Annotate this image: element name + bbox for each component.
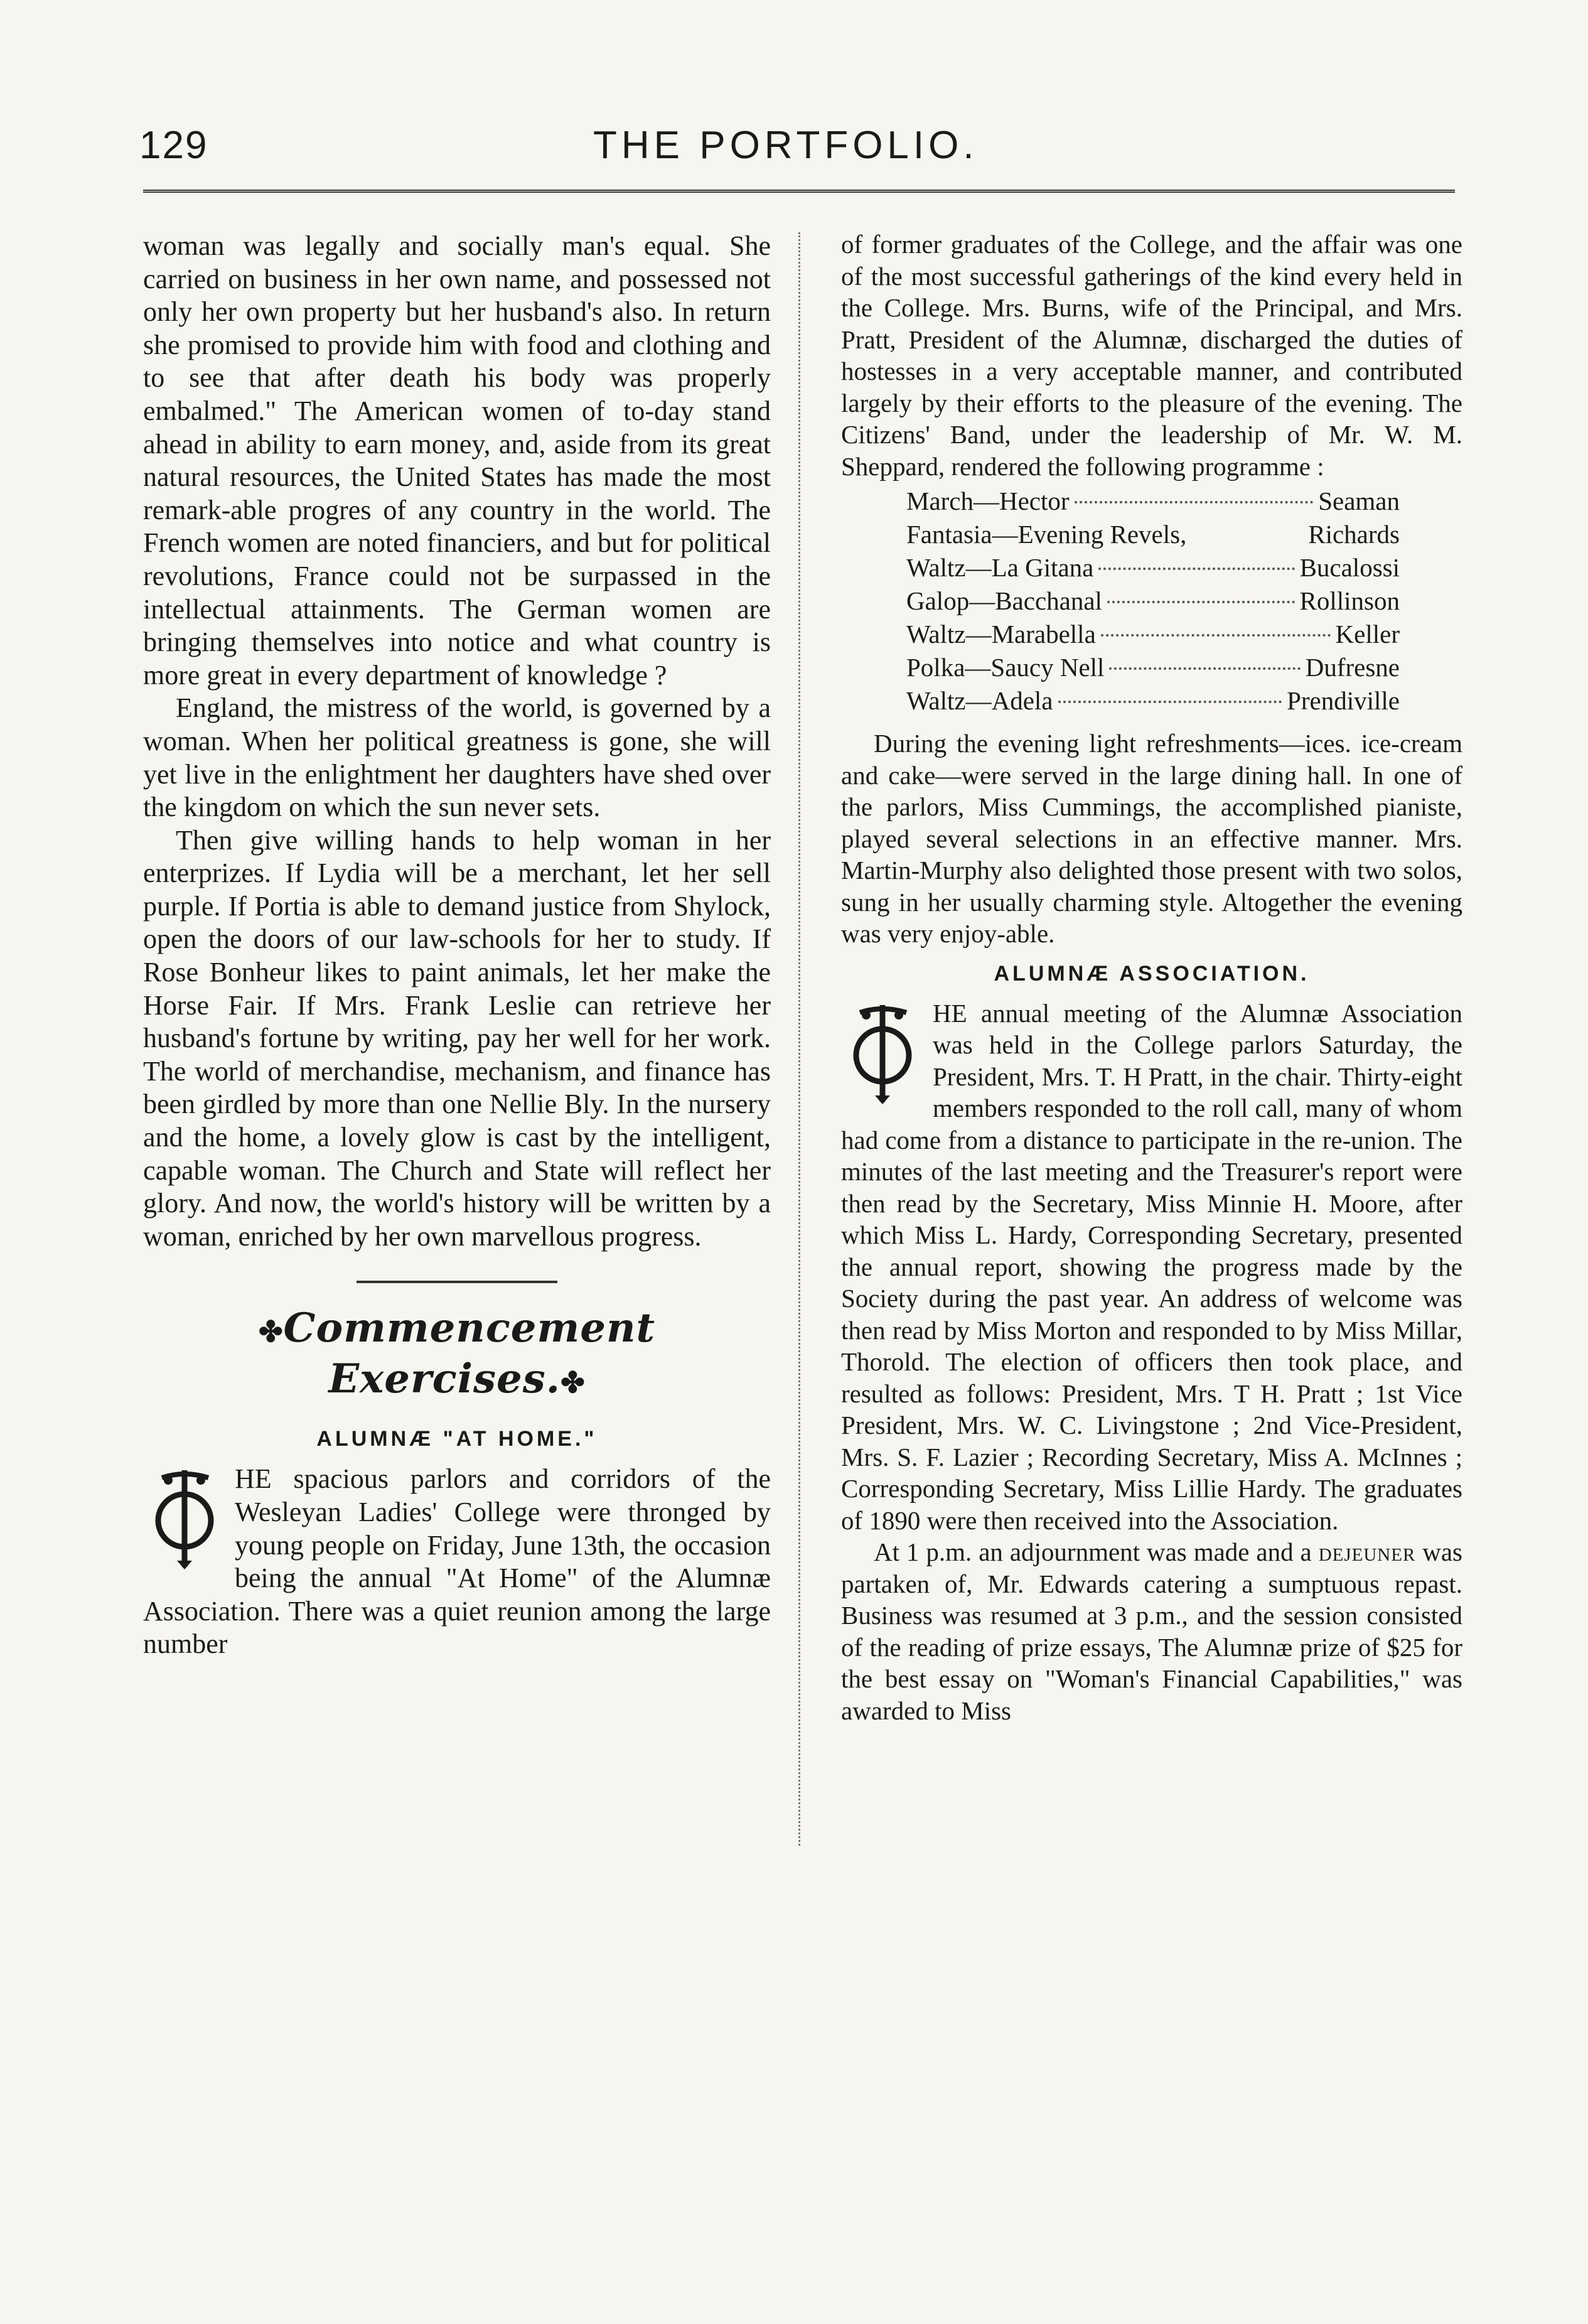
paragraph: woman was legally and socially man's equal. She carried on business in her own name, and possessed not only her own property but her husband's also. In return she promised to provide him with food and clothing and to see that after death his body was properly embalmed." The American women of to-day stand ahead in ability to earn money, and, aside from its great natural resources, the United States has made the most remark-able progres of any country in the world. The French women are noted financiers, and but for political revolutions, France could not be surpassed in the intellectual attainments. The German women are bringing themselves into notice and what country is more great in every department of knowledge ? — [143, 230, 771, 691]
ornamental-dropcap-icon — [841, 1001, 924, 1106]
left-column — [143, 230, 771, 1661]
programme-composer: Seaman — [1318, 487, 1400, 515]
dot-leader — [1058, 701, 1282, 703]
programme-piece: Waltz—Marabella — [906, 620, 1096, 648]
band-programme — [906, 485, 1400, 718]
programme-item — [906, 584, 1400, 618]
programme-item — [906, 518, 1400, 551]
smallcaps-word: dejeuner — [1318, 1537, 1416, 1566]
subhead-alumnae-at-home: ALUMNÆ "AT HOME." — [316, 1427, 598, 1451]
fleuron-icon: ✤ — [561, 1365, 586, 1400]
right-column — [841, 229, 1462, 1726]
dot-leader — [1075, 501, 1314, 503]
paragraph-with-dropcap — [143, 1463, 771, 1661]
programme-piece: Galop—Bacchanal — [906, 586, 1102, 615]
programme-composer: Dufresne — [1305, 653, 1400, 682]
programme-piece: March—Hector — [906, 487, 1070, 515]
ornamental-dropcap-icon — [143, 1466, 226, 1571]
fleuron-icon: ✤ — [258, 1315, 284, 1349]
programme-item — [906, 551, 1400, 584]
paragraph: of former graduates of the College, and the affair was one of the most successful gatherings of the kind every held in the College. Mrs. Burns, wife of the Principal, and Mrs. Pratt, President of the Alumnæ, discharged the duties of hostesses in a very acceptable manner, and contributed largely by their efforts to the pleasure of the evening. The Citizens' Band, under the leadership of Mr. W. M. Sheppard, rendered the following programme : — [841, 230, 1462, 481]
programme-item — [906, 684, 1400, 718]
paragraph-text: HE annual meeting of the Alumnæ Association was held in the College parlors Saturday, the President, Mrs. T. H Pratt, in the chair. Thirty-eight members responded to the roll call, many of whom had come from a distance to participate in the re-union. The minutes of the last meeting and the Treasurer's report were then read by the Secretary, Miss Minnie H. Moore, after which Miss L. Hardy, Corresponding Secretary, presented the annual report, showing the progress made by the Society during the past year. An address of welcome was then read by Miss Morton and responded to by Miss Millar, Thorold. The election of officers then took place, and resulted as follows: President, Mrs. T H. Pratt ; 1st Vice President, Mrs. W. C. Livingstone ; 2nd Vice-President, Mrs. S. F. Lazier ; Recording Secretary, Miss A. McInnes ; Corresponding Secretary, Miss Lillie Hardy. The graduates of 1890 were then received into the Association. — [841, 998, 1462, 1535]
paragraph: Then give willing hands to help woman in her enterprizes. If Lydia will be a merchant, let her sell purple. If Portia is able to demand justice from Shylock, open the doors of our law-schools for her to study. If Rose Bonheur likes to paint animals, let her make the Horse Fair. If Mrs. Frank Leslie can retrieve her husband's fortune by writing, pay her well for her work. The world of merchandise, mechanism, and finance has been girdled by more than one Nellie Bly. In the nursery and the home, a lovely glow is cast by the intelligent, capable woman. The Church and State will reflect her glory. And now, the world's history will be written by a woman, enriched by her own marvellous progress. — [143, 824, 771, 1252]
section-title-text: Commencement Exercises. — [283, 1305, 656, 1403]
programme-piece: Waltz—Adela — [906, 686, 1053, 715]
programme-composer: Rollinson — [1299, 586, 1400, 615]
column-divider — [798, 232, 800, 1846]
programme-piece: Waltz—La Gitana — [906, 553, 1094, 582]
page-number: 129 — [139, 124, 208, 167]
programme-piece: Fantasia—Evening Revels, — [906, 520, 1187, 549]
programme-item — [906, 651, 1400, 684]
running-head: THE PORTFOLIO. — [593, 124, 979, 167]
paragraph-text: At 1 p.m. an adjournment was made and a — [874, 1537, 1312, 1566]
section-divider — [357, 1281, 557, 1283]
programme-composer: Bucalossi — [1299, 553, 1400, 582]
programme-piece: Polka—Saucy Nell — [906, 653, 1105, 682]
header-rule — [143, 190, 1455, 193]
programme-item — [906, 618, 1400, 651]
programme-composer: Prendiville — [1287, 686, 1400, 715]
programme-composer: Richards — [1308, 520, 1400, 549]
paragraph-with-dropcap — [841, 998, 1462, 1537]
dot-leader — [1109, 667, 1300, 670]
section-title — [143, 1305, 771, 1406]
paragraph-text: HE spacious parlors and corridors of the Wesleyan Ladies' College were thronged by young people on Friday, June 13th, the occasion being the annual "At Home" of the Alumnæ Association. There was a quiet reunion among the large number — [143, 1463, 771, 1660]
dot-leader — [1098, 568, 1294, 570]
paragraph: England, the mistress of the world, is governed by a woman. When her political greatness is gone, she will yet live in the enlightment her daughters have shed over the kingdom on which the sun never sets. — [143, 692, 771, 823]
dot-leader — [1107, 601, 1295, 603]
paragraph-text: was partaken of, Mr. Edwards catering a sumptuous repast. Business was resumed at 3 p.m., and the session consisted of the reading of prize essays, The Alumnæ prize of $25 for the best essay on "Woman's Financial Capabilities," was awarded to Miss — [841, 1537, 1462, 1725]
paragraph: During the evening light refreshments—ices. ice-cream and cake—were served in the large dining hall. In one of the parlors, Miss Cummings, the accomplished pianiste, played several selections in an effective manner. Mrs. Martin-Murphy also delighted those present with two solos, sung in her usually charming style. Altogether the evening was very enjoy-able. — [841, 729, 1462, 948]
paragraph — [841, 1536, 1462, 1726]
subhead-alumnae-association: ALUMNÆ ASSOCIATION. — [994, 961, 1310, 986]
dot-leader — [1101, 634, 1331, 637]
programme-item — [906, 485, 1400, 518]
programme-composer: Keller — [1335, 620, 1400, 648]
